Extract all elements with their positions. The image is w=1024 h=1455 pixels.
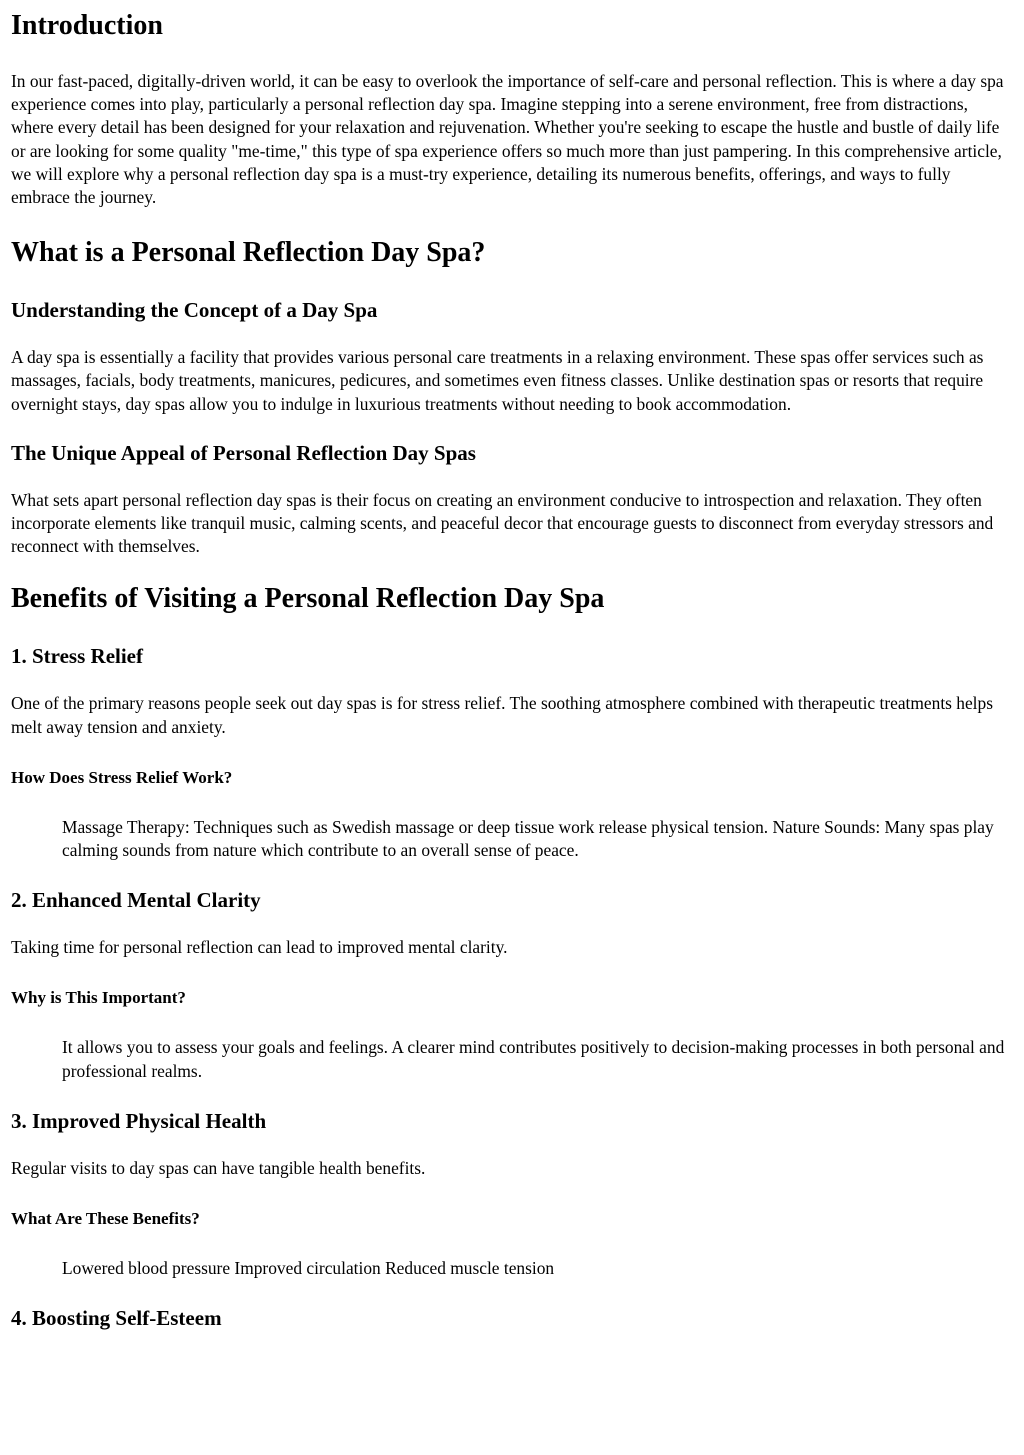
subheading-physical-health: 3. Improved Physical Health xyxy=(11,1108,267,1133)
subheading-stress-relief: 1. Stress Relief xyxy=(11,644,143,669)
understanding-paragraph: A day spa is essentially a facility that provides various personal care treatments in a relaxing environment. These spas offer services such as massages, facials, body treatments, manicures, pedicures, and sometimes even fitness classes. Unlike destination spas or resorts that require overnight stays, day spas allow you to indulge in luxurious treatments without needing to book accommodation. xyxy=(11,347,984,414)
section-heading-introduction: Introduction xyxy=(11,10,163,41)
physical-health-quote: Lowered blood pressure Improved circulation Reduced muscle tension xyxy=(62,1258,555,1279)
section-heading-what-is: What is a Personal Reflection Day Spa? xyxy=(11,237,486,269)
article xyxy=(0,9,1024,1331)
mental-clarity-quote: It allows you to assess your goals and feelings. A clearer mind contributes positively to decision-making processes in both personal and professional realms. xyxy=(62,1037,1005,1081)
physical-health-paragraph: Regular visits to day spas can have tangible health benefits. xyxy=(11,1157,426,1178)
stress-relief-paragraph: One of the primary reasons people seek out day spas is for stress relief. The soothing atmosphere combined with therapeutic treatments helps melt away tension and anxiety. xyxy=(11,693,993,737)
minor-heading-why-important: Why is This Important? xyxy=(11,988,186,1008)
minor-heading-how-stress-relief: How Does Stress Relief Work? xyxy=(11,767,233,787)
stress-relief-quote: Massage Therapy: Techniques such as Swedish massage or deep tissue work release physical tension. Nature Sounds: Many spas play calming sounds from nature which contribute to an overall sense of peace. xyxy=(62,816,994,861)
subheading-self-esteem: 4. Boosting Self-Esteem xyxy=(11,1306,222,1331)
section-heading-benefits: Benefits of Visiting a Personal Reflection Day Spa xyxy=(11,583,605,615)
intro-paragraph: In our fast-paced, digitally-driven world, it can be easy to overlook the importance of self-care and personal reflection. This is where a day spa experience comes into play, particularly a personal reflection day spa. Imagine stepping into a serene environment, free from distractions, where every detail has been designed for your relaxation and rejuvenation. Whether you're seeking to escape the hustle and bustle of daily life or are looking for some quality "me-time," this type of spa experience offers so much more than just pampering. In this comprehensive article, we will explore why a personal reflection day spa is a must-try experience, detailing its numerous benefits, offerings, and ways to fully embrace the journey. xyxy=(11,71,1004,208)
subheading-unique-appeal: The Unique Appeal of Personal Reflection Day Spas xyxy=(11,440,476,465)
mental-clarity-paragraph: Taking time for personal reflection can lead to improved mental clarity. xyxy=(11,937,508,958)
unique-appeal-paragraph: What sets apart personal reflection day spas is their focus on creating an environment conducive to introspection and relaxation. They often incorporate elements like tranquil music, calming scents, and peaceful decor that encourage guests to disconnect from everyday stressors and reconnect with themselves. xyxy=(11,489,994,557)
subheading-mental-clarity: 2. Enhanced Mental Clarity xyxy=(11,888,261,913)
minor-heading-what-benefits: What Are These Benefits? xyxy=(11,1209,200,1229)
subheading-understanding: Understanding the Concept of a Day Spa xyxy=(11,298,378,323)
